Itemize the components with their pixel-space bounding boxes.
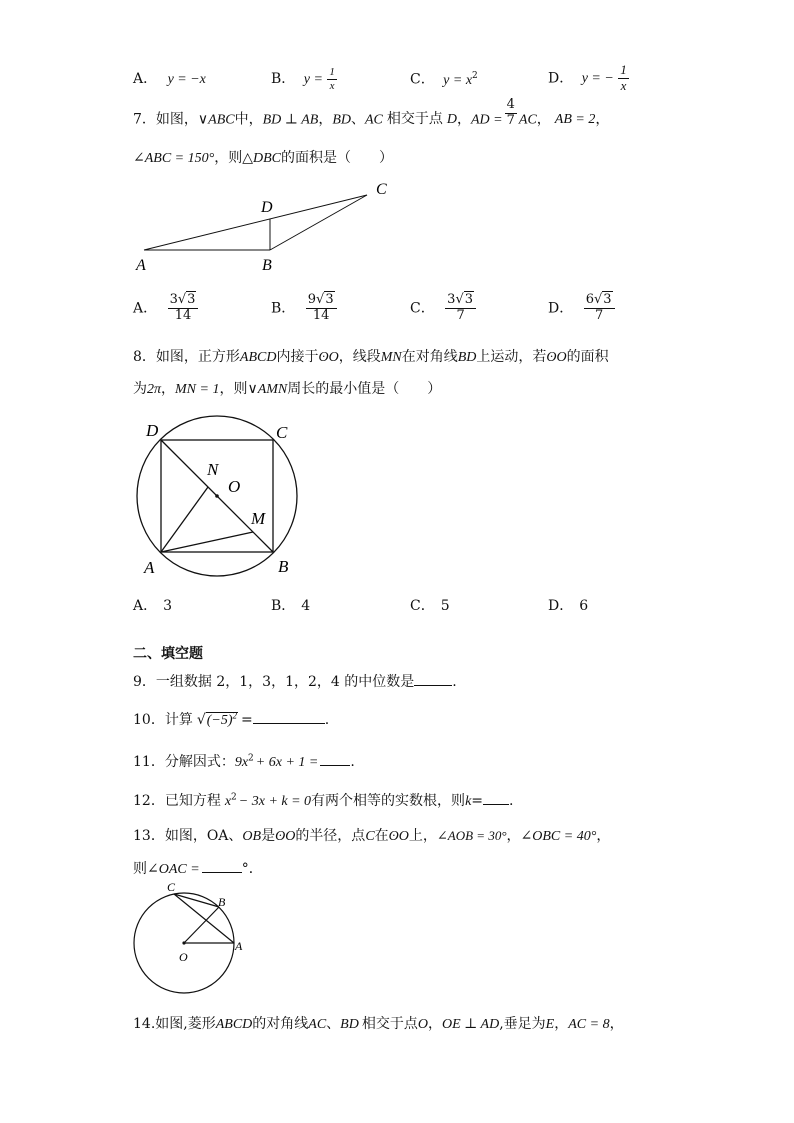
- q6-option-c: [410, 72, 478, 88]
- q7-line2: [133, 151, 393, 166]
- q8-text: 上运动，若: [476, 349, 547, 365]
- fraction-denominator: x: [329, 79, 335, 92]
- q12-end: .: [509, 793, 514, 809]
- fraction-numerator: 6√3: [584, 293, 615, 309]
- option-label: B．: [271, 71, 296, 88]
- q13-line2: [133, 860, 263, 877]
- q13-answer-blank[interactable]: [202, 860, 242, 873]
- q7-option-c-fraction: [445, 293, 476, 324]
- q8-text: 在对角线: [401, 349, 458, 365]
- center-o: [182, 941, 185, 944]
- q11-expr-a: 9x: [234, 755, 249, 770]
- q8-line2: [133, 382, 441, 397]
- q14-e: E: [545, 1017, 555, 1032]
- q6-option-c-expr: y = x: [443, 72, 473, 88]
- q14-o: O: [417, 1017, 428, 1032]
- q14-abcd: ABCD: [215, 1017, 253, 1032]
- radicand: 3: [464, 292, 474, 307]
- q7-text: 、: [350, 111, 365, 128]
- q8-text: 内接于: [276, 349, 319, 365]
- q7-dbc: DBC: [253, 151, 281, 166]
- label-a: A: [144, 558, 155, 577]
- segment-an: [161, 487, 208, 552]
- label-n: N: [207, 460, 219, 479]
- option-label: D．: [548, 300, 574, 317]
- radicand: 3: [325, 292, 334, 307]
- q14-text: ，: [554, 1016, 569, 1032]
- q13-angle-obc: ∠OBC = 40°: [520, 829, 597, 844]
- fraction-numerator: 1: [620, 62, 627, 77]
- option-label: C．: [410, 300, 435, 317]
- q13-line1: [133, 829, 610, 844]
- fraction-denominator: 14: [174, 307, 192, 323]
- q13-angle-aob: ∠AOB = 30°: [436, 828, 507, 843]
- q12-k: k: [465, 794, 472, 809]
- q7-text: 中，: [234, 111, 263, 128]
- q12-eq: =: [471, 793, 484, 809]
- q8-text: ，: [161, 381, 176, 397]
- q8-circle-o: ʘO: [318, 350, 339, 365]
- q6-option-b: [271, 66, 337, 92]
- option-label: A．: [133, 71, 158, 87]
- option-label: A．: [133, 300, 158, 317]
- q10-answer-blank[interactable]: [253, 711, 325, 724]
- coefficient: 9: [307, 292, 317, 307]
- chord-cb: [174, 894, 219, 907]
- q12-answer-blank[interactable]: [483, 792, 509, 805]
- q13-end: °．: [241, 861, 263, 877]
- q14-oe-perp-ad: OE ⊥ AD: [441, 1017, 500, 1032]
- q7-text: 7．如图，: [133, 111, 198, 128]
- q8-line1: [133, 350, 609, 365]
- fraction-numerator: 1: [329, 66, 335, 78]
- q13-text: 上，: [408, 828, 437, 844]
- q6-option-a: [133, 72, 206, 87]
- q14-text: 、: [326, 1016, 341, 1032]
- q11-answer-blank[interactable]: [320, 753, 350, 766]
- q13-ob: OB: [242, 829, 262, 844]
- label-b: B: [278, 557, 289, 576]
- label-c: C: [167, 880, 176, 894]
- q7-text: ，: [457, 111, 471, 128]
- q14-text: 相交于点: [361, 1016, 418, 1032]
- option-value: 5: [440, 598, 450, 614]
- q6-option-c-exponent: 2: [472, 71, 478, 81]
- q7-bd-perp-ab: BD ⊥ AB: [262, 112, 319, 128]
- q6-option-d-prefix: y = −: [581, 71, 614, 87]
- option-value: 3: [163, 598, 173, 614]
- q14-ac: AC: [308, 1017, 327, 1032]
- q7-angle-abc: ∠ABC = 150°: [133, 151, 215, 166]
- q8-text: 周长的最小值是（ ）: [287, 381, 442, 397]
- q14-text: 14.如图,菱形: [133, 1016, 216, 1032]
- option-label: B．: [271, 598, 296, 614]
- q7-text: 的面积是（ ）: [281, 150, 393, 166]
- q6-option-d-fraction: [618, 63, 629, 94]
- q8-bd: BD: [457, 350, 477, 365]
- q12-line: [133, 792, 513, 809]
- q7-line1: [133, 97, 610, 129]
- radicand: [206, 712, 238, 728]
- q10-line: [133, 711, 329, 728]
- center-o: [215, 494, 219, 498]
- q9-end: .: [452, 674, 457, 690]
- q13-text: 则: [133, 861, 147, 877]
- q8-circle-square-figure: [130, 412, 310, 582]
- q10-text: 10．计算: [133, 712, 193, 728]
- fraction-numerator: 9√3: [306, 293, 337, 309]
- q14-text: ,垂足为: [499, 1016, 546, 1032]
- label-d: D: [261, 199, 273, 216]
- q11-text: 11．分解因式：: [133, 754, 235, 770]
- q13-text: 的半径，点: [295, 828, 366, 844]
- q8-text: 8．如图，正方形: [133, 349, 240, 365]
- q8-text: 的面积: [566, 349, 609, 365]
- label-o: O: [228, 477, 241, 496]
- q14-text: 的对角线: [252, 1016, 309, 1032]
- label-b: B: [218, 895, 226, 909]
- label-a: A: [235, 939, 243, 953]
- q8-option-c: [410, 599, 450, 613]
- fraction-denominator: 14: [312, 307, 330, 323]
- q7-ad-fraction: [505, 98, 517, 129]
- q11-exponent: 2: [248, 753, 254, 764]
- q7-option-b: [271, 293, 337, 324]
- q10-sqrt: $√(-5)^2$: [196, 710, 238, 728]
- q7-bd: BD: [332, 112, 351, 128]
- q13-text: 13．如图，OA、: [133, 828, 243, 844]
- q7-text: ，: [318, 111, 333, 128]
- q7-text: 相交于点: [386, 111, 443, 128]
- q8-text: 为: [133, 381, 147, 397]
- q14-text: ，: [609, 1016, 624, 1032]
- fraction-denominator: 7: [506, 112, 515, 128]
- q13-angle-oac: ∠OAC =: [147, 862, 200, 877]
- q7-ad-eq: AD =: [471, 112, 503, 128]
- coefficient: 6: [585, 292, 594, 307]
- q10-end: .: [324, 712, 330, 728]
- q7-ac: AC: [364, 112, 383, 128]
- q7-triangle-figure: [130, 175, 400, 275]
- option-value: 4: [301, 598, 311, 614]
- radicand: 3: [603, 292, 612, 307]
- q13-text: 是: [261, 828, 276, 844]
- q9-answer-blank[interactable]: [414, 673, 452, 686]
- q14-text: ，: [427, 1016, 442, 1032]
- label-m: M: [251, 509, 266, 528]
- label-b: B: [262, 257, 272, 274]
- q7-option-a-fraction: [168, 293, 199, 324]
- segment-ac: [144, 195, 367, 250]
- radicand: 3: [187, 292, 196, 307]
- fraction-denominator: 7: [594, 307, 604, 323]
- q13-text: 在: [374, 828, 389, 844]
- q7-ab-eq: AB = 2: [554, 112, 596, 128]
- label-a: A: [136, 257, 146, 274]
- segment-am: [161, 532, 253, 552]
- q11-end: .: [350, 754, 355, 770]
- label-c: C: [376, 181, 387, 198]
- q8-option-d: [548, 599, 588, 613]
- q6-option-b-fraction: [327, 66, 337, 92]
- label-c: C: [276, 423, 288, 442]
- q12-text: 12．已知方程: [133, 793, 221, 809]
- fraction-numerator: 3√3: [168, 293, 199, 309]
- fraction-numerator: 4: [506, 97, 515, 112]
- option-label: D．: [548, 598, 574, 614]
- option-label: A．: [133, 598, 158, 614]
- option-label: C．: [410, 71, 435, 88]
- q8-two-pi: 2π: [147, 382, 162, 397]
- q12-exponent: 2: [231, 792, 237, 803]
- q13-text: ，: [506, 828, 521, 844]
- radius-ob: [184, 907, 219, 943]
- label-d: D: [146, 421, 159, 440]
- coefficient: 3: [169, 292, 178, 307]
- q13-text: ，: [596, 828, 611, 844]
- q6-option-a-expr: y = −x: [167, 72, 206, 87]
- q9-line: [133, 673, 457, 689]
- q7-text: ，: [536, 111, 551, 128]
- fraction-denominator: 7: [456, 307, 465, 323]
- q7-option-c: [410, 293, 476, 324]
- q11-line: [133, 753, 355, 770]
- q14-bd: BD: [340, 1017, 359, 1032]
- q8-abcd: ABCD: [239, 350, 277, 365]
- option-value: 6: [579, 598, 589, 614]
- q13-circle-o2: ʘO: [388, 829, 409, 844]
- q7-option-b-fraction: [306, 293, 337, 324]
- q6-option-d: [548, 63, 629, 94]
- option-label: D．: [548, 70, 574, 87]
- segment-bc: [270, 195, 367, 250]
- q8-option-b: [271, 599, 310, 613]
- q8-text: ，则: [219, 381, 248, 397]
- q8-circle-o2: ʘO: [546, 350, 567, 365]
- q12-text: 有两个相等的实数根，则: [311, 793, 466, 809]
- q7-text: ，: [595, 111, 610, 128]
- q8-text: ，线段: [338, 349, 381, 365]
- q7-text: ，则△: [214, 150, 253, 166]
- q8-triangle-amn: ∨AMN: [247, 382, 288, 397]
- q7-option-a: [133, 293, 198, 324]
- q14-line1: [133, 1017, 624, 1032]
- q13-circle-figure: [128, 880, 258, 990]
- q7-option-d-fraction: [584, 293, 615, 324]
- fraction-numerator: 3√3: [445, 293, 476, 309]
- q6-option-b-prefix: y =: [303, 72, 323, 88]
- q14-ac-eq: AC = 8: [568, 1017, 610, 1032]
- q7-triangle-abc: ∨ABC: [197, 112, 235, 128]
- q13-c: C: [365, 829, 375, 844]
- q7-ac2: AC: [518, 112, 537, 128]
- q8-mn-eq: MN = 1: [175, 382, 220, 397]
- q12-expr-b: − 3x + k = 0: [238, 794, 312, 809]
- q7-option-d: [548, 293, 615, 324]
- q11-expr-b: + 6x + 1 =: [255, 755, 319, 770]
- q7-d: D: [446, 112, 457, 128]
- q10-inner: (−5): [206, 713, 233, 728]
- fraction-denominator: x: [620, 77, 627, 93]
- q10-exponent: 2: [232, 710, 238, 721]
- q10-eq: =: [241, 712, 253, 728]
- option-label: C．: [410, 598, 435, 614]
- q13-circle-o: ʘO: [275, 829, 296, 844]
- option-label: B．: [271, 300, 296, 317]
- q12-expr-a: x: [224, 794, 232, 809]
- section-title: 二、填空题: [133, 646, 203, 662]
- label-o: O: [179, 950, 188, 964]
- q8-option-a: [133, 599, 172, 613]
- q9-text: 9．一组数据 2，1，3，1，2，4 的中位数是: [133, 674, 415, 690]
- q8-mn: MN: [380, 350, 402, 365]
- coefficient: 3: [447, 292, 456, 307]
